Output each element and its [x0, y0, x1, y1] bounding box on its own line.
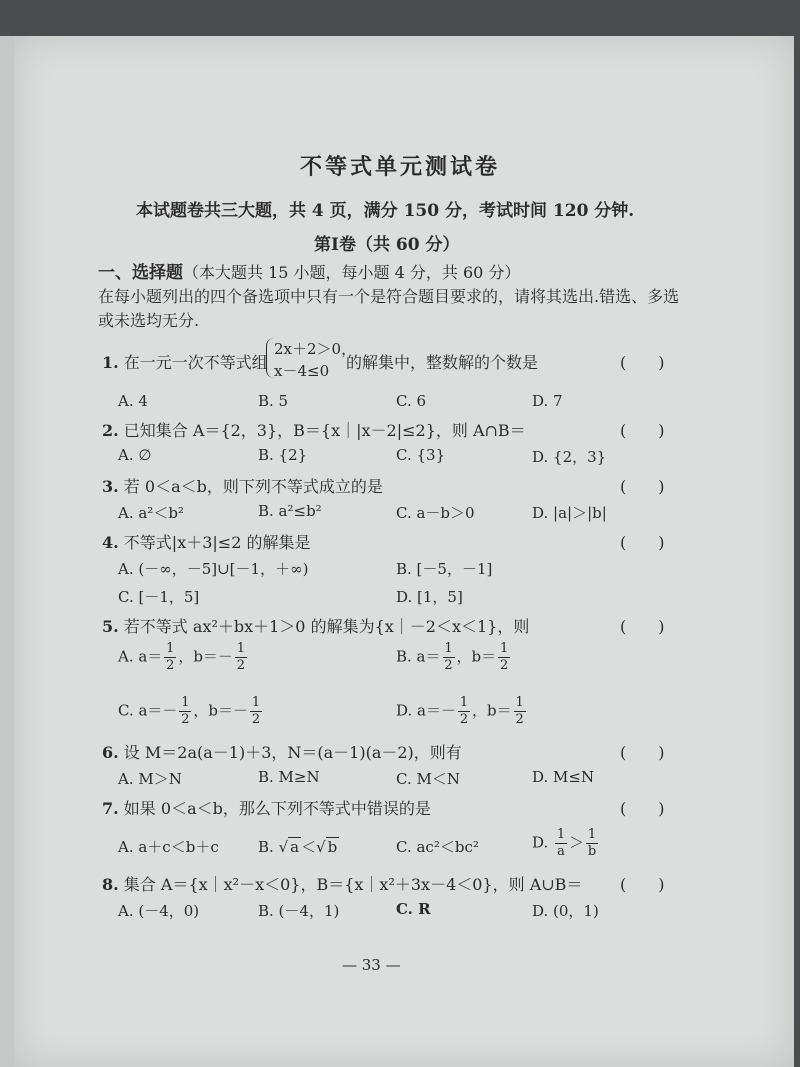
fraction: $\frac{1}{b}$ [587, 827, 597, 859]
option-a: A. M＞N [118, 770, 182, 788]
option-d: D. |a|＞|b| [532, 504, 607, 522]
fraction: $\frac{1}{2}$ [515, 695, 524, 727]
option-d: D. (0，1) [532, 902, 599, 920]
answer-blank: ( ) [620, 799, 665, 818]
option-a: A. ∅ [118, 446, 152, 464]
fraction: $\frac{1}{2}$ [499, 641, 509, 673]
system-line-2: x－4≤0 [274, 362, 330, 380]
inequality-system [266, 338, 357, 382]
page-number: — 33 — [342, 956, 401, 974]
exam-intro: 本试题卷共三大题，共 4 页，满分 150 分，考试时间 120 分钟. [136, 201, 635, 221]
answer-blank: ( ) [620, 477, 665, 496]
option-d: D. $\frac{1}{a}$ ＞ $\frac{1}{b}$ [532, 827, 597, 859]
fraction: $\frac{1}{2}$ [236, 641, 246, 673]
fraction: $\frac{1}{2}$ [166, 641, 175, 673]
section-title: 一、选择题 [98, 263, 183, 283]
option-b: B. M≥N [258, 768, 320, 786]
question-5-text: 5. 若不等式 ax²＋bx＋1＞0 的解集为{x｜－2＜x＜1}，则 [102, 617, 530, 636]
answer-blank: ( ) [620, 421, 665, 440]
page-title: 不等式单元测试卷 [300, 154, 501, 180]
option-c: C. R [396, 900, 431, 918]
option-a: A. (－4，0) [118, 902, 200, 920]
answer-blank: ( ) [620, 353, 665, 372]
option-b: B. (－4，1) [258, 902, 340, 920]
option-c: C. [－1，5] [118, 588, 200, 606]
question-1-text-post: 的解集中，整数解的个数是 [346, 353, 539, 372]
question-1-text: 1. 在一元一次不等式组 [102, 353, 268, 372]
option-d: D. 7 [532, 392, 563, 410]
question-2-text: 2. 已知集合 A＝{2，3}，B＝{x｜|x－2|≤2}，则 A∩B＝ [102, 421, 526, 440]
option-a: A. a＋c＜b＋c [118, 838, 219, 856]
option-b: B. [－5，－1] [396, 560, 493, 578]
section-heading [98, 258, 520, 283]
instruction-line-1: 在每小题列出的四个备选项中只有一个是符合题目要求的，请将其选出.错选、多选 [98, 287, 680, 306]
option-a: A. (－∞，－5]∪[－1，＋∞) [118, 560, 309, 578]
option-c: C. M＜N [396, 770, 460, 788]
page-edge [0, 36, 14, 1067]
exam-page [14, 36, 794, 1067]
fraction: $\frac{1}{2}$ [444, 641, 453, 673]
sqrt-icon: √ [278, 838, 289, 856]
answer-blank: ( ) [620, 617, 665, 636]
option-a: A. a＝ $\frac{1}{2}$ ，b＝－ $\frac{1}{2}$ [118, 641, 246, 673]
section-note: （本大题共 15 小题，每小题 4 分，共 60 分） [183, 263, 521, 282]
question-6-text: 6. 设 M＝2a(a－1)＋3，N＝(a－1)(a－2)，则有 [102, 743, 462, 762]
instruction-line-2: 或未选均无分. [98, 311, 200, 330]
option-a: A. a²＜b² [118, 504, 184, 522]
option-b: B. {2} [258, 446, 308, 464]
option-c: C. a－b＞0 [396, 504, 475, 522]
option-a: A. 4 [118, 392, 148, 410]
fraction: $\frac{1}{2}$ [459, 695, 469, 727]
fraction: $\frac{1}{2}$ [251, 695, 261, 727]
answer-blank: ( ) [620, 875, 665, 894]
option-c: C. a＝－ $\frac{1}{2}$ ，b＝－ $\frac{1}{2}$ [118, 695, 261, 727]
option-d: D. M≤N [532, 768, 595, 786]
answer-blank: ( ) [620, 533, 665, 552]
option-b: B. 5 [258, 392, 289, 410]
question-4-text: 4. 不等式|x＋3|≤2 的解集是 [102, 533, 311, 552]
option-b: B. a²≤b² [258, 502, 322, 520]
option-d: D. [1，5] [396, 588, 463, 606]
option-c: C. 6 [396, 392, 427, 410]
question-8-text: 8. 集合 A＝{x｜x²－x＜0}，B＝{x｜x²＋3x－4＜0}，则 A∪B＝ [102, 875, 583, 894]
fraction: $\frac{1}{2}$ [181, 695, 190, 727]
question-7-text: 7. 如果 0＜a＜b，那么下列不等式中错误的是 [102, 799, 431, 818]
answer-blank: ( ) [620, 743, 665, 762]
fraction: $\frac{1}{a}$ [556, 827, 566, 859]
question-3-text: 3. 若 0＜a＜b，则下列不等式成立的是 [102, 477, 383, 496]
option-b: B. a＝ $\frac{1}{2}$ ，b＝ $\frac{1}{2}$ [396, 641, 509, 673]
option-d: D. {2，3} [532, 448, 607, 466]
option-c: C. {3} [396, 446, 446, 464]
option-c: C. ac²＜bc² [396, 838, 479, 856]
sqrt-icon: √ [316, 838, 326, 856]
system-line-1: 2x＋2＞0， [274, 340, 357, 358]
option-b: B. √ a ＜√ b [258, 838, 338, 856]
option-d: D. a＝－ $\frac{1}{2}$ ，b＝ $\frac{1}{2}$ [396, 695, 524, 727]
volume-heading: 第Ⅰ卷（共 60 分） [314, 235, 460, 255]
